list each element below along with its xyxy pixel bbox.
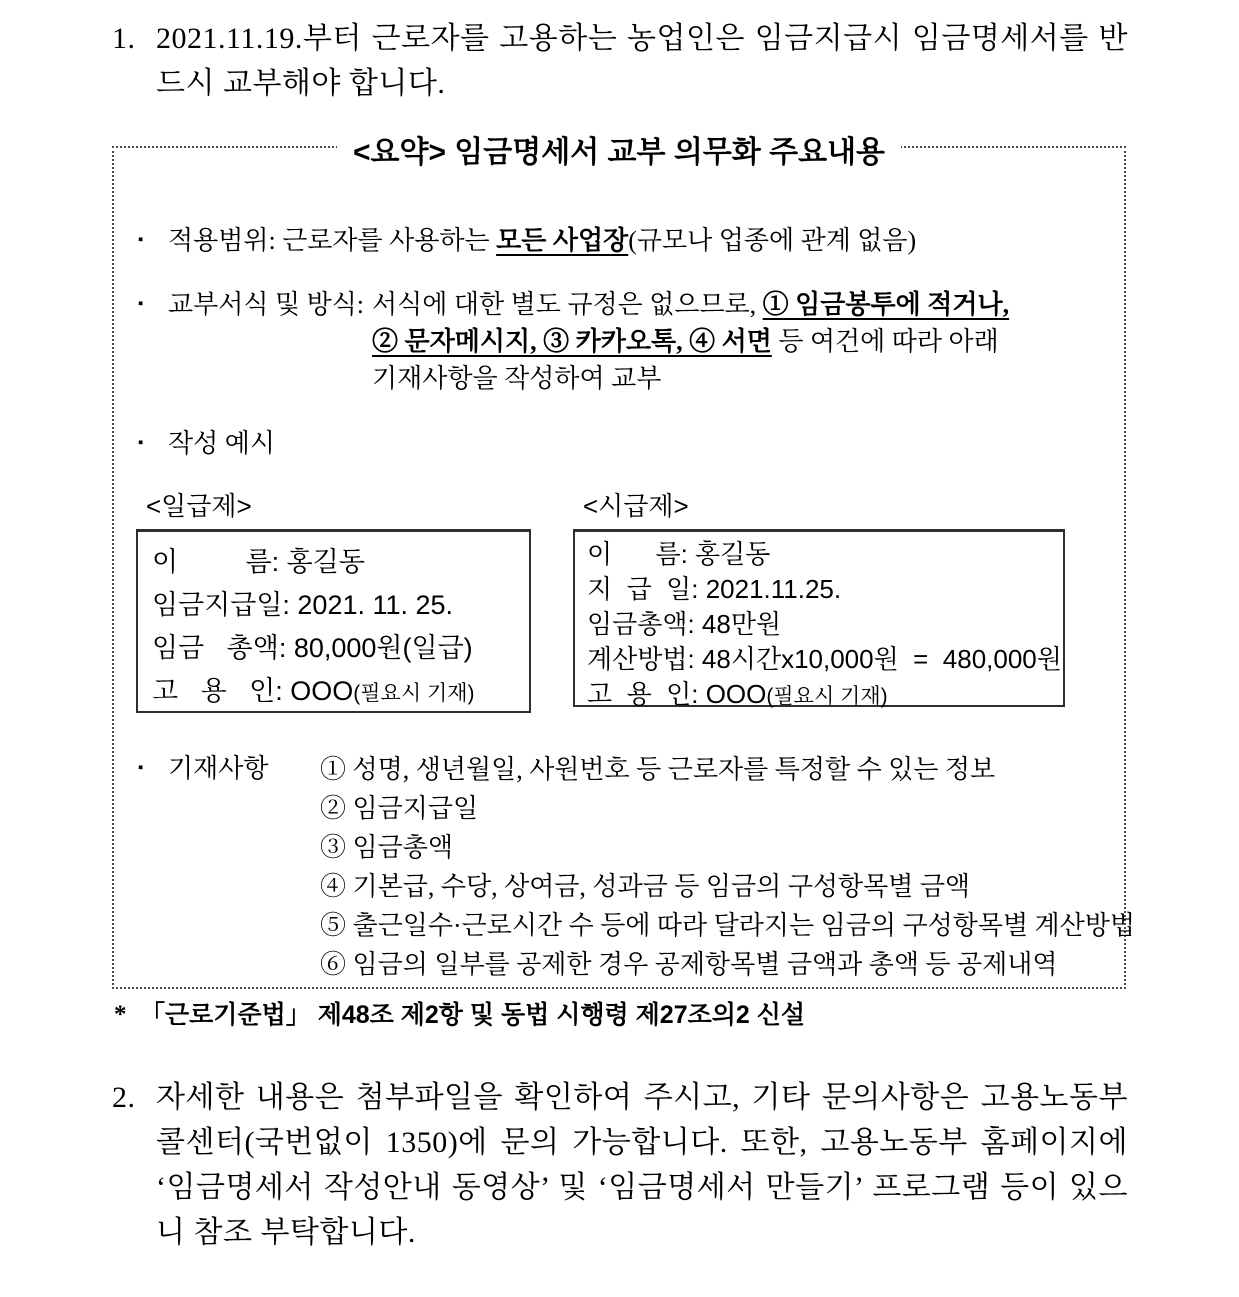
example-hourly (573, 486, 1065, 713)
row-text: 계산방법: 48시간x10,000원 = 480,000원 (587, 644, 1062, 674)
scope-emphasis: 모든 사업장 (496, 226, 629, 255)
paragraph-1 (0, 0, 1239, 106)
row-text: 이 름: 홍길동 (587, 539, 771, 569)
entry-item-3: ③ 임금총액 (320, 833, 453, 862)
bullet-entries (136, 750, 1136, 984)
summary-box (112, 136, 1136, 989)
row-text: 지 급 일: 2021.11.25. (587, 574, 842, 604)
bullet-scope (136, 222, 1102, 259)
format-lines (372, 286, 1009, 397)
entry-item-6: ⑥ 임금의 일부를 공제한 경우 공제항목별 금액과 총액 등 공제내역 (320, 950, 1058, 979)
square-bullet-icon: ▪ (138, 435, 144, 451)
row-text: 임금지급일: 2021. 11. 25. (152, 590, 454, 620)
example-hourly-box (573, 529, 1065, 707)
format-line1-plain: 서식에 대한 별도 규정은 없으므로, (372, 290, 763, 319)
square-bullet-icon: ▪ (138, 760, 144, 776)
example-row (152, 671, 515, 714)
example-row (587, 608, 1051, 643)
entries-label: 기재사항 (168, 754, 269, 783)
paragraph-2 (0, 1075, 1239, 1255)
format-line-1 (372, 286, 1009, 323)
bullet-scope-text (168, 222, 916, 259)
bullet-example (136, 425, 1102, 462)
example-row (587, 573, 1051, 608)
summary-box-title: <요약> 임금명세서 교부 의무화 주요내용 (337, 127, 901, 171)
row-note: (필요시 기재) (766, 685, 888, 708)
footnote-asterisk: * (114, 1001, 127, 1028)
example-label: 작성 예시 (168, 429, 275, 458)
row-text: 고 용 인: OOO (587, 679, 767, 709)
format-line1-emphasis: ① 임금봉투에 적거나, (762, 290, 1010, 319)
example-daily-box (136, 529, 531, 713)
paragraph-1-number: 1. (112, 22, 136, 55)
row-text: 고 용 인: OOO (152, 676, 354, 706)
bullet-format (136, 286, 1102, 397)
example-row (587, 538, 1051, 573)
square-bullet-icon: ▪ (138, 232, 144, 248)
entry-item-1: ① 성명, 생년월일, 사원번호 등 근로자를 특정할 수 있는 정보 (320, 755, 996, 784)
format-line-2 (372, 323, 1009, 360)
footnote (114, 999, 1239, 1031)
footnote-text: 「근로기준법」 제48조 제2항 및 동법 시행령 제27조의2 신설 (140, 1001, 806, 1029)
row-text: 임금총액: 48만원 (587, 609, 782, 639)
example-daily-label: <일급제> (146, 491, 252, 521)
format-label: 교부서식 및 방식: (168, 290, 365, 319)
row-note: (필요시 기재) (353, 682, 475, 705)
paragraph-1-text: 2021.11.19.부터 근로자를 고용하는 농업인은 임금지급시 임금명세서를 반드시 교부해야 합니다. (156, 22, 1128, 100)
entry-item-5: ⑤ 출근일수·근로시간 수 등에 따라 달라지는 임금의 구성항목별 계산방법 (320, 911, 1136, 940)
entry-item-2: ② 임금지급일 (320, 794, 479, 823)
format-line2-emphasis: ② 문자메시지, ③ 카카오톡, ④ 서면 (372, 327, 772, 356)
example-row (152, 585, 515, 628)
example-row (587, 643, 1062, 678)
example-row (587, 678, 1051, 713)
examples-row (136, 486, 1102, 713)
row-text: 이 름: 홍길동 (152, 547, 365, 577)
scope-suffix: (규모나 업종에 관계 없음) (628, 226, 917, 255)
example-daily (136, 486, 531, 713)
format-line-3: 기재사항을 작성하여 교부 (372, 364, 662, 393)
square-bullet-icon: ▪ (138, 296, 144, 312)
entries-items (320, 750, 1135, 984)
row-text: 임금 총액: 80,000원(일급) (152, 633, 473, 663)
example-row (152, 542, 515, 585)
example-row (152, 628, 515, 671)
format-line2-plain: 등 여건에 따라 아래 (771, 327, 999, 356)
example-hourly-label: <시급제> (583, 491, 689, 521)
paragraph-2-number: 2. (112, 1081, 136, 1114)
scope-prefix: 적용범위: 근로자를 사용하는 (168, 226, 497, 255)
entry-item-4: ④ 기본급, 수당, 상여금, 성과금 등 임금의 구성항목별 금액 (320, 872, 971, 901)
paragraph-2-text: 자세한 내용은 첨부파일을 확인하여 주시고, 기타 문의사항은 고용노동부 콜센터(국번없이 1350)에 문의 가능합니다. 또한, 고용노동부 홈페이지에 ‘임금명세서 작성안내 동영상’ 및 ‘임금명세서 만들기’ 프로그램 등이 있으니 참조 부탁합니다. (156, 1081, 1128, 1249)
